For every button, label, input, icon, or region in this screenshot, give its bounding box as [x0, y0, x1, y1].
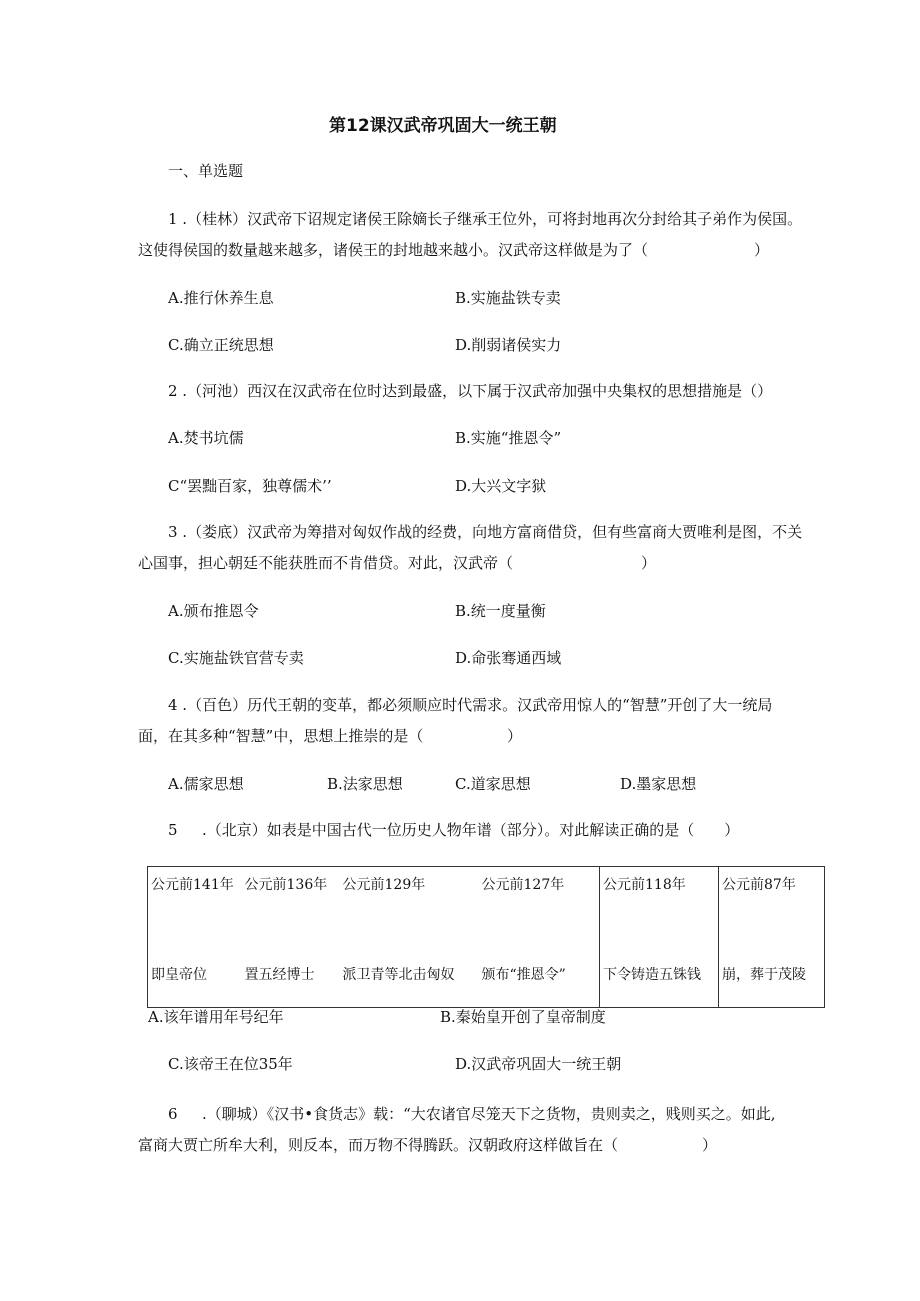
option-d[interactable]: D.汉武帝巩固大一统王朝: [455, 1055, 622, 1073]
option-b[interactable]: B.秦始皇开创了皇帝制度: [440, 1008, 606, 1026]
option-a[interactable]: A.推行休养生息: [168, 289, 274, 307]
option-a[interactable]: A.颁布推恩令: [168, 602, 259, 620]
table-cell-year: 公元前118年: [600, 867, 719, 956]
table-cell-event: 崩，葬于茂陵: [719, 955, 825, 1008]
question-number: 5: [168, 821, 178, 839]
option-c[interactable]: C“罢黜百家，独尊儒术’’: [168, 477, 332, 495]
table-cell-event: 派卫青等北击匈奴: [340, 955, 479, 1008]
answer-paren: ）: [641, 554, 657, 572]
table-cell-event: 颁布“推恩令”: [479, 955, 600, 1008]
table-cell-year: 公元前136年: [242, 867, 340, 956]
question-text: 4 .（百色）历代王朝的变革，都必须顺应时代需求。汉武帝用惊人的“智慧”开创了大一统局: [168, 696, 773, 714]
table-cell-year: 公元前127年: [479, 867, 600, 956]
question-text: 面，在其多种“智慧”中，思想上推崇的是（: [138, 727, 424, 745]
question-text: 心国事，担心朝廷不能获胜而不肯借贷。对此，汉武帝（: [138, 554, 514, 572]
question-text: .（聊城）《汉书•食货志》载：“大农诸官尽笼天下之货物，贵则卖之，贱则买之。如此,: [202, 1105, 776, 1123]
section-heading: 一、单选题: [168, 162, 244, 180]
table-row: [148, 955, 825, 1008]
question-number: 6: [168, 1105, 178, 1123]
option-d[interactable]: D.大兴文字狱: [455, 477, 547, 495]
option-c[interactable]: C.该帝王在位35年: [168, 1055, 293, 1073]
answer-paren: ）: [702, 1136, 718, 1154]
option-d[interactable]: D.削弱诸侯实力: [455, 336, 562, 354]
question-text: 富商大贾亡所牟大利，则反本，而万物不得腾跃。汉朝政府这样做旨在（: [138, 1136, 619, 1154]
table-cell-year: 公元前141年: [148, 867, 242, 956]
answer-paren: ）: [507, 727, 523, 745]
table-cell-event: 置五经博士: [242, 955, 340, 1008]
option-c[interactable]: C.确立正统思想: [168, 336, 274, 354]
table-cell-event: 即皇帝位: [148, 955, 242, 1008]
question-text: 2 .（河池）西汉在汉武帝在位时达到最盛，以下属于汉武帝加强中央集权的思想措施是（）: [168, 382, 773, 400]
option-a[interactable]: A.儒家思想: [168, 775, 244, 793]
table-cell-event: 下令铸造五铢钱: [600, 955, 719, 1008]
option-b[interactable]: B.统一度量衡: [455, 602, 546, 620]
question-text: 3 .（娄底）汉武帝为筹措对匈奴作战的经费，向地方富商借贷，但有些富商大贾唯利是图，不关: [168, 523, 803, 541]
table-row: [148, 867, 825, 956]
question-text: 1 .（桂林）汉武帝下诏规定诸侯王除嫡长子继承王位外，可将封地再次分封给其子弟作为侯国。: [168, 210, 803, 228]
option-b[interactable]: B.实施“推恩令”: [455, 429, 562, 447]
chronology-table: [147, 866, 825, 1008]
question-text: 这使得侯国的数量越来越多，诸侯王的封地越来越小。汉武帝这样做是为了（: [138, 241, 649, 259]
question-text: .（北京）如表是中国古代一位历史人物年谱（部分）。对此解读正确的是（ ）: [202, 821, 740, 839]
table-cell-year: 公元前87年: [719, 867, 825, 956]
option-a[interactable]: A.该年谱用年号纪年: [148, 1008, 284, 1026]
option-c[interactable]: C.实施盐铁官营专卖: [168, 649, 304, 667]
option-b[interactable]: B.实施盐铁专卖: [455, 289, 561, 307]
option-d[interactable]: D.命张骞通西域: [455, 649, 562, 667]
answer-paren: ）: [754, 241, 770, 259]
option-d[interactable]: D.墨家思想: [620, 775, 697, 793]
option-a[interactable]: A.焚书坑儒: [168, 429, 244, 447]
option-c[interactable]: C.道家思想: [455, 775, 531, 793]
option-b[interactable]: B.法家思想: [327, 775, 403, 793]
table-cell-year: 公元前129年: [340, 867, 479, 956]
page-title: 第12课汉武帝巩固大一统王朝: [329, 116, 557, 136]
